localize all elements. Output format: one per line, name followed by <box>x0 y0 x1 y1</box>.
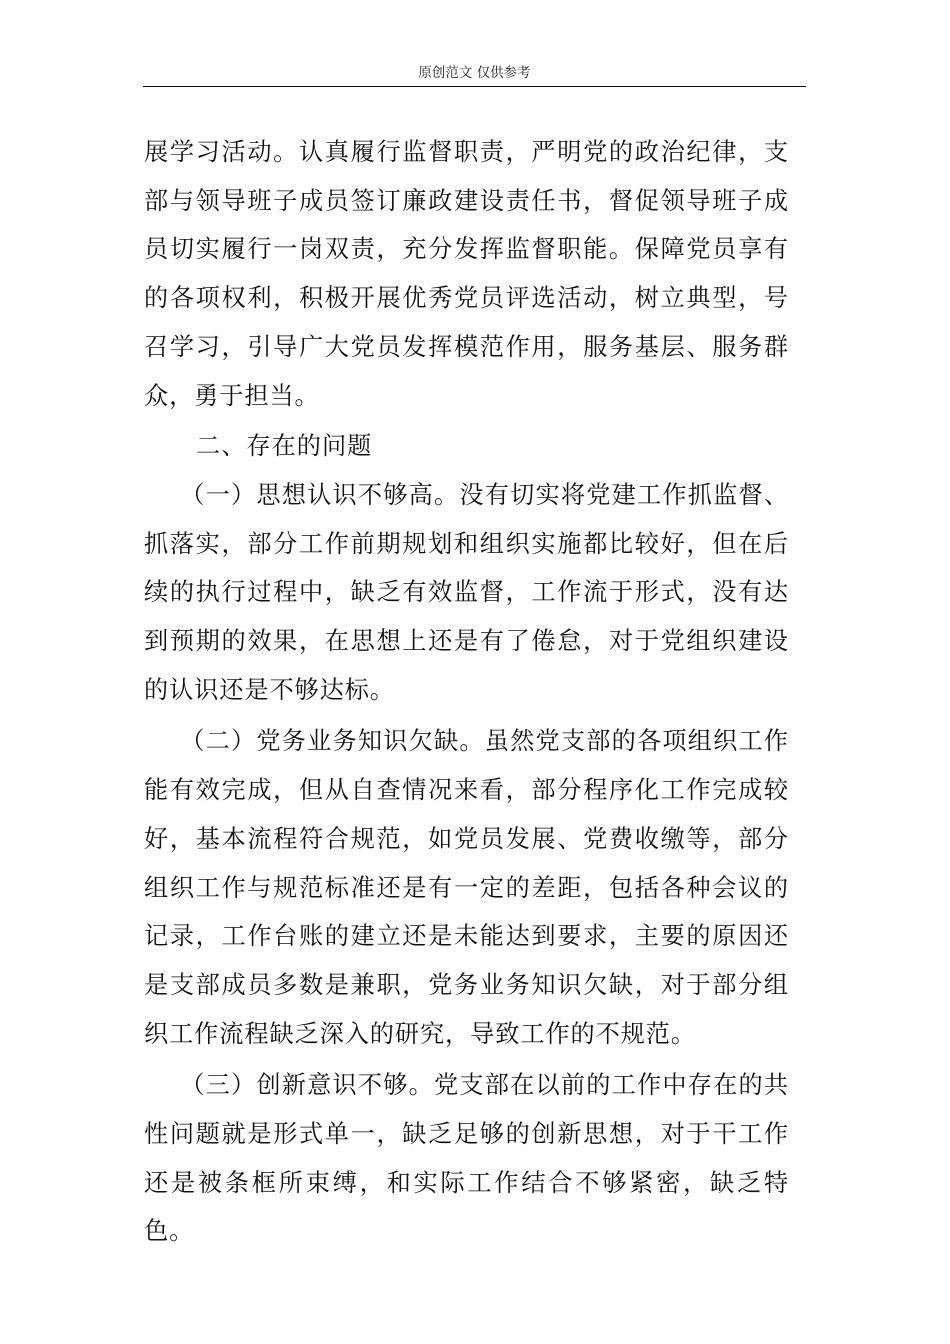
paragraph-continuation: 展学习活动。认真履行监督职责，严明党的政治纪律，支部与领导班子成员签订廉政建设责任书，督促领导班子成员切实履行一岗双责，充分发挥监督职能。保障党员享有的各项权利，积极开展优秀党员评选活动，树立典型，号召学习，引导广大党员发挥模范作用，服务基层、服务群众，勇于担当。 <box>144 138 789 410</box>
issue-1-text: 没有切实将党建工作抓监督、抓落实，部分工作前期规划和组织实施都比较好，但在后续的执行过程中，缺乏有效监督，工作流于形式，没有达到预期的效果，在思想上还是有了倦怠，对于党组织建设的认识还是不够达标。 <box>144 480 790 704</box>
issue-paragraph-2 <box>144 717 789 1058</box>
header-text: 原创范文 仅供参考 <box>418 65 531 81</box>
issue-2-text: 虽然党支部的各项组织工作能有效完成，但从自查情况来看，部分程序化工作完成较好，基本流程符合规范，如党员发展、党费收缴等，部分组织工作与规范标准还是有一定的差距，包括各种会议的记录，工作台账的建立还是未能达到要求，主要的原因还是支部成员多数是兼职，党务业务知识欠缺，对于部分组织工作流程缺乏深入的研究，导致工作的不规范。 <box>144 727 789 1048</box>
issue-paragraph-1 <box>144 471 789 715</box>
issue-paragraph-3 <box>144 1061 789 1256</box>
page-header <box>143 62 806 87</box>
document-body <box>144 128 789 1256</box>
section-heading: 二、存在的问题 <box>196 432 373 461</box>
issue-3-title: （三）创新意识不够。 <box>180 1071 435 1100</box>
issue-1-title: （一）思想认识不够高。 <box>180 480 460 509</box>
issue-3-text: 党支部在以前的工作中存在的共性问题就是形式单一，缺乏足够的创新思想，对于干工作还是被条框所束缚，和实际工作结合不够紧密，缺乏特色。 <box>144 1071 789 1246</box>
issue-2-title: （二）党务业务知识欠缺。 <box>180 727 485 756</box>
